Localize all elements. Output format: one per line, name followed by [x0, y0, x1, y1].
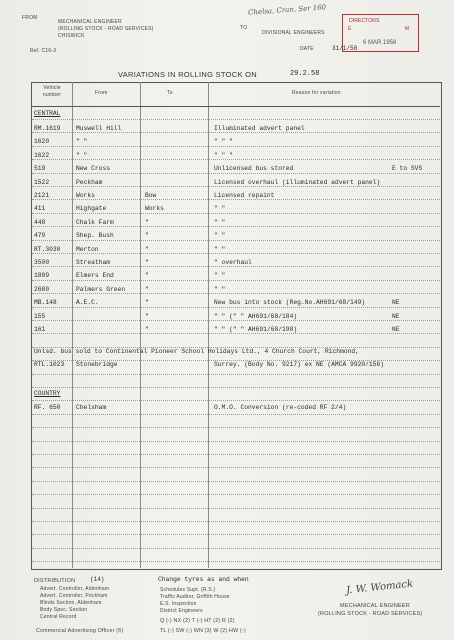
- row-reason: Unlicensed bus stored: [214, 165, 294, 173]
- row-vehicle: 2680: [34, 285, 50, 293]
- from-label: FROM: [22, 15, 38, 21]
- from-line-2: (ROLLING STOCK - ROAD SERVICES): [58, 26, 154, 32]
- to-label: TO: [240, 25, 248, 31]
- ruled-line: [32, 213, 440, 214]
- distribution-item: Body Spec. Section: [40, 607, 88, 613]
- ruled-line: [32, 400, 440, 401]
- date-value: 31/1/58: [332, 45, 358, 52]
- row-reason: " ": [214, 245, 226, 253]
- row-extra: E to SVS: [392, 165, 423, 173]
- ruled-line: [32, 441, 440, 442]
- signature: J. W. Womack: [345, 578, 414, 597]
- ruled-line: [32, 146, 440, 147]
- row-from: Works: [76, 192, 95, 199]
- row-vehicle: 161: [34, 326, 46, 333]
- garage-codes-2: TL (-) SW (-) WN (3) W (2) HW (-): [160, 628, 246, 634]
- distribution-item: Advert. Controller, Aldenham: [40, 586, 110, 592]
- ruled-line: [32, 454, 440, 455]
- row-from: Elmers End: [76, 272, 114, 280]
- handwritten-note: Chelsa, Cran, Ser 160: [247, 3, 327, 17]
- sold-row-reason: Surrey. (Body No. 9217) ex NE (AMCA 9920/156): [214, 361, 385, 368]
- row-reason: " " ": [214, 151, 233, 159]
- ruled-line: [32, 307, 440, 308]
- section-central: CENTRAL: [34, 110, 61, 117]
- ruled-line: [32, 427, 440, 428]
- row-from: Merton: [76, 245, 99, 253]
- row-reason: Illuminated advert panel: [214, 125, 305, 132]
- row-from: Chalk Farm: [76, 218, 114, 226]
- row-from: Shep. Bush: [76, 232, 114, 240]
- row-from: Highgate: [76, 205, 107, 213]
- row-to: ": [145, 326, 149, 333]
- country-row-from: Chelsham: [76, 404, 107, 411]
- change-tyres-note: Change tyres as and when: [158, 576, 249, 583]
- country-row-reason: O.M.O. Conversion (re-coded RF 2/4): [214, 404, 347, 411]
- header-divider: [31, 106, 440, 107]
- page-title: VARIATIONS IN ROLLING STOCK ON: [118, 70, 258, 79]
- row-reason: " ": [214, 205, 226, 213]
- ruled-line: [32, 159, 440, 160]
- ruled-line: [32, 387, 440, 388]
- received-stamp: [342, 14, 419, 52]
- to-value: DIVISIONAL ENGINEERS: [262, 30, 325, 36]
- from-line-3: CHISWICK: [58, 33, 85, 39]
- ruled-line: [32, 521, 440, 522]
- ruled-line: [32, 280, 440, 281]
- row-vehicle: 479: [34, 232, 46, 240]
- column-header-from: From: [95, 90, 108, 96]
- ruled-line: [32, 534, 440, 535]
- sold-note: Unlsd. bus sold to Continental Pioneer School Holidays Ltd., 4 Church Court, Richmond,: [34, 348, 359, 355]
- row-from: A.E.C.: [76, 299, 99, 307]
- ruled-line: [32, 548, 440, 549]
- row-reason: " ": [214, 272, 226, 280]
- signature-title-1: MECHANICAL ENGINEER: [340, 603, 410, 609]
- row-reason: " " (" " AH691/68/184): [214, 312, 298, 320]
- ruled-line: [32, 253, 440, 254]
- row-extra: NE: [392, 299, 400, 307]
- row-vehicle: 155: [34, 312, 46, 320]
- stamp-letter-m: M: [405, 26, 410, 32]
- row-reason: Licensed overhaul (illuminated advert panel): [214, 178, 381, 186]
- middle-distribution-item: E.S. Inspection: [160, 601, 197, 607]
- ruled-line: [32, 508, 440, 509]
- row-vehicle: RT.3030: [34, 245, 61, 253]
- row-vehicle: 519: [34, 165, 46, 173]
- column-header-to: To: [167, 90, 173, 96]
- ruled-line: [32, 199, 440, 200]
- row-vehicle: 1809: [34, 272, 50, 280]
- row-vehicle: 1522: [34, 178, 50, 186]
- date-label: DATE: [300, 46, 314, 52]
- row-from: Streatham: [76, 259, 111, 266]
- row-reason: " overhaul: [214, 259, 252, 266]
- commercial-advertising: Commercial Advertising Officer (6): [36, 628, 124, 634]
- distribution-item: Blinds Section, Aldenham: [40, 600, 102, 606]
- row-vehicle: 2121: [34, 192, 50, 199]
- row-extra: NE: [392, 312, 400, 320]
- middle-distribution-item: District Engineers: [160, 608, 203, 614]
- row-to: ": [145, 312, 149, 320]
- ruled-line: [32, 333, 440, 334]
- row-to: ": [145, 299, 149, 307]
- ruled-line: [32, 266, 440, 267]
- ruled-line: [32, 374, 440, 375]
- row-to: ": [145, 259, 149, 266]
- ruled-line: [32, 414, 440, 415]
- garage-codes-1: Q (-) NX (2) T (-) HT (2) R (2): [160, 618, 235, 624]
- column-header-reason: Reason for variation: [292, 90, 341, 96]
- row-reason: New bus into stock (Reg.No.AH691/68/149): [214, 299, 366, 307]
- distribution-label: DISTRIBUTION: [34, 578, 76, 584]
- country-row-vehicle: RF. 650: [34, 404, 61, 411]
- column-header-vehicle: Vehicle number: [42, 85, 62, 98]
- row-from: New Cross: [76, 165, 111, 173]
- row-from: " ": [76, 151, 88, 159]
- row-to: ": [145, 285, 149, 293]
- ruled-line: [32, 119, 440, 120]
- ruled-line: [32, 494, 440, 495]
- row-extra: NE: [392, 326, 400, 333]
- row-to: Works: [145, 205, 164, 213]
- ruled-line: [32, 320, 440, 321]
- stamp-title: DIRECTORS: [349, 18, 380, 24]
- row-reason: " ": [214, 285, 226, 293]
- distribution-item: Central Record: [40, 614, 77, 620]
- ruled-line: [32, 226, 440, 227]
- row-vehicle: RM.1619: [34, 125, 61, 132]
- middle-distribution-item: Traffic Auditor, Griffith House: [160, 594, 230, 600]
- row-from: Peckham: [76, 178, 103, 186]
- ruled-line: [32, 132, 440, 133]
- ruled-line: [32, 561, 440, 562]
- middle-distribution-item: Schedules Supt. (R.S.): [160, 587, 216, 593]
- row-vehicle: 1622: [34, 151, 50, 159]
- stamp-date: 6 MAR 1958: [363, 40, 397, 46]
- section-country: COUNTRY: [34, 390, 61, 397]
- ruled-line: [32, 293, 440, 294]
- sold-row-vehicle: RTL.1023: [34, 361, 65, 368]
- ruled-line: [32, 467, 440, 468]
- row-to: ": [145, 232, 149, 240]
- row-reason: " " ": [214, 138, 233, 146]
- distribution-count: (14): [90, 576, 105, 583]
- row-vehicle: 411: [34, 205, 46, 213]
- row-from: Palmers Green: [76, 285, 126, 293]
- row-from: " ": [76, 138, 88, 146]
- reference-number: Ref. C16-3: [30, 48, 57, 54]
- sold-row-from: Stonebridge: [76, 361, 118, 368]
- row-reason: " ": [214, 232, 226, 240]
- row-to: Bow: [145, 192, 157, 199]
- from-line-1: MECHANICAL ENGINEER: [58, 19, 122, 25]
- row-vehicle: 3500: [34, 259, 50, 266]
- row-to: ": [145, 272, 149, 280]
- ruled-line: [32, 173, 440, 174]
- row-vehicle: MB.148: [34, 299, 57, 307]
- row-to: ": [145, 245, 149, 253]
- row-reason: Licensed repaint: [214, 192, 275, 199]
- row-vehicle: 448: [34, 218, 46, 226]
- row-from: Muswell Hill: [76, 125, 122, 132]
- ruled-line: [32, 186, 440, 187]
- signature-title-2: (ROLLING STOCK - ROAD SERVICES): [318, 611, 423, 617]
- stamp-letter-e: E: [348, 26, 352, 32]
- row-vehicle: 1620: [34, 138, 50, 146]
- distribution-item: Advert. Controller, Peckham: [40, 593, 108, 599]
- row-to: ": [145, 218, 149, 226]
- ruled-line: [32, 240, 440, 241]
- row-reason: " " (" " AH691/68/190): [214, 326, 298, 333]
- ruled-line: [32, 481, 440, 482]
- row-reason: " ": [214, 218, 226, 226]
- title-date: 29.2.58: [290, 70, 320, 78]
